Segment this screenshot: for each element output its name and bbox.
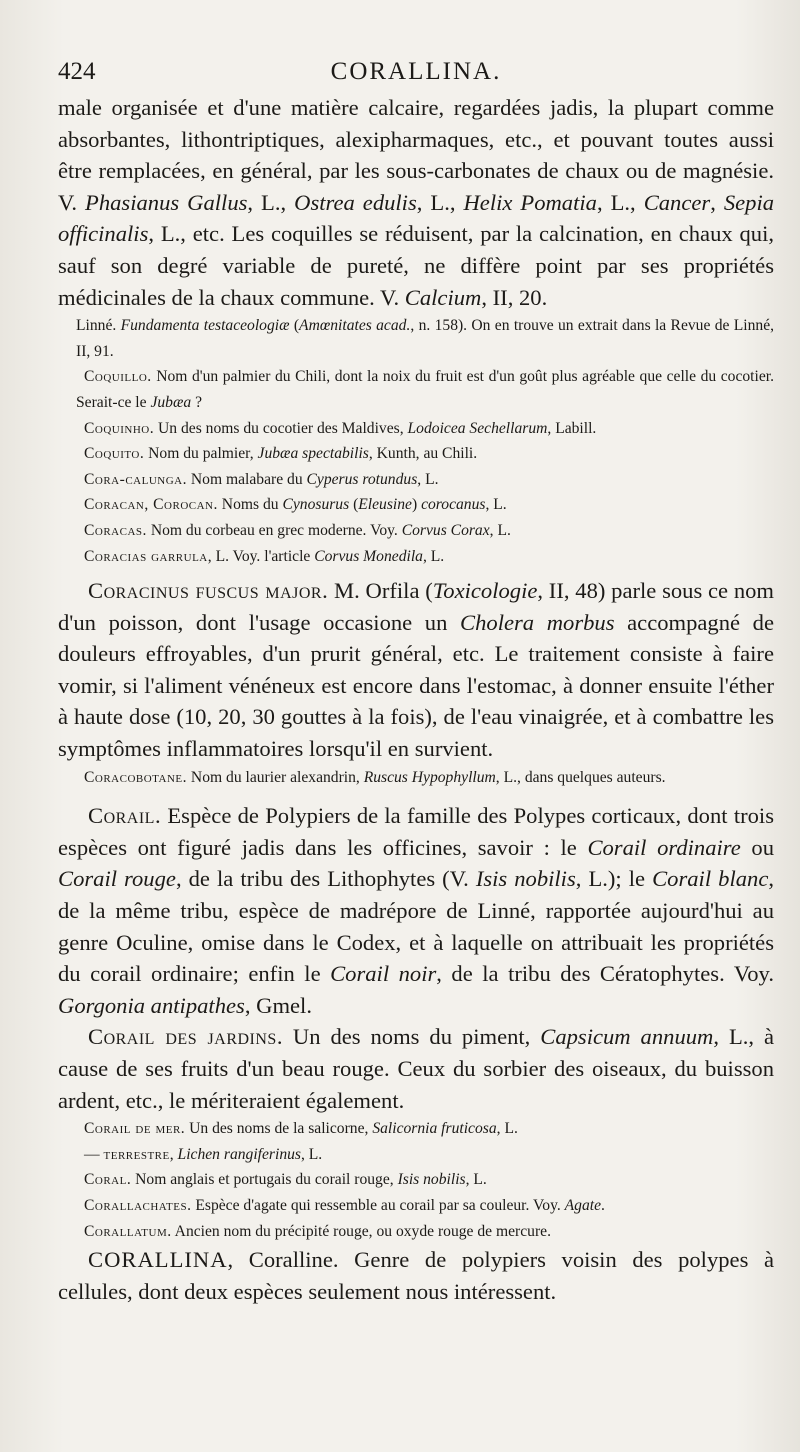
text-run: — <box>84 1145 104 1163</box>
text-run: , Gmel. <box>244 992 312 1018</box>
italic-term: Phasianus Gallus <box>85 189 248 215</box>
text-run: , de la tribu des Lithophytes (V. <box>175 866 476 892</box>
entry-linne <box>58 313 774 364</box>
italic-term: Capsicum annuum <box>540 1024 714 1050</box>
text-run: Nom anglais et portugais du corail rouge, <box>131 1171 398 1189</box>
text-run: , Labill. <box>547 419 597 437</box>
running-title: CORALLINA. <box>330 58 502 85</box>
text-run: Nom du palmier, <box>144 445 258 463</box>
headword: Coracinus fuscus major. <box>88 578 329 604</box>
entry-coquinho <box>58 416 774 442</box>
headword: Corail de mer. <box>84 1120 186 1138</box>
text-run: ( <box>349 496 359 514</box>
text-run: ou <box>740 834 774 860</box>
italic-term: corocanus <box>421 496 486 514</box>
italic-term: Salicornia fruticosa <box>372 1120 497 1138</box>
entry-coquito <box>58 441 774 467</box>
italic-term: Gorgonia antipathes <box>58 992 245 1018</box>
entry-corallina <box>58 1244 774 1307</box>
text-run: , L. <box>417 470 439 488</box>
text-run: Un des noms du piment, <box>282 1024 541 1050</box>
italic-term: Cyperus rotundus <box>306 470 418 488</box>
entry-corallachates <box>58 1193 774 1219</box>
headword: Coracobotane. <box>84 768 188 786</box>
text-run: Nom d'un palmier du Chili, dont la noix du fruit est d'un goût plus agréable que celle du cocotier. Serait-ce le <box>76 368 774 411</box>
italic-term: Agate <box>564 1196 602 1214</box>
italic-term: Fundamenta testaceologiæ <box>120 317 290 335</box>
text-run: , L. <box>422 547 445 565</box>
text-run: , L. <box>485 496 507 514</box>
headword: Coracias garrula <box>84 547 208 565</box>
headword: Coracan, Corocan. <box>84 496 218 514</box>
italic-term: Amœnitates acad. <box>299 317 411 335</box>
entry-coral <box>58 1167 774 1193</box>
entry-corallatum <box>58 1219 774 1245</box>
text-run: ) <box>411 496 422 514</box>
headword-caps: CORALLINA <box>88 1247 228 1273</box>
headword: Corallachates. <box>84 1196 192 1214</box>
italic-term: Isis nobilis <box>475 866 576 892</box>
text-run: , L., <box>596 189 644 215</box>
text-run: , n. 158). On en trouve un extrait dans la Revue de Linné, II, 91. <box>76 317 775 360</box>
text-run: Espèce d'agate qui ressemble au corail par sa couleur. Voy. <box>191 1196 565 1214</box>
running-head <box>58 50 774 92</box>
text-run: , <box>169 1145 178 1163</box>
headword: Corallatum. <box>84 1222 172 1240</box>
text-run: , L., etc. Les coquilles se réduisent, par la calcination, en chaux qui, sauf son degré variable de pureté, ne diffère point par ses propriétés médicinales de la chaux commune. V. <box>58 221 774 310</box>
headword: Corail des jardins. <box>88 1024 283 1050</box>
italic-term: Cynosurus <box>282 496 350 514</box>
italic-term: Corail blanc <box>652 866 769 892</box>
text-run: , II, 20. <box>481 284 548 310</box>
text-run: , L., <box>416 189 464 215</box>
headword: Coquinho. <box>84 419 155 437</box>
text-run: ? <box>191 393 203 411</box>
italic-term: Eleusine <box>358 496 412 514</box>
headword: terrestre <box>103 1145 170 1163</box>
headword: Coracas. <box>84 521 147 539</box>
text-run: , L., dans quelques auteurs. <box>495 768 666 786</box>
text-run: , L. <box>496 1120 518 1138</box>
italic-term: Corail noir <box>330 961 437 987</box>
headword: Corail. <box>88 803 162 829</box>
italic-term: Corail ordinaire <box>587 834 741 860</box>
italic-term: Cholera morbus <box>460 609 615 635</box>
headword: Cora-calunga. <box>84 470 187 488</box>
entry-coracias <box>58 544 774 570</box>
text-run: , <box>710 189 724 215</box>
italic-term: Ruscus Hypophyllum <box>363 768 496 786</box>
italic-term: Lodoicea Sechellarum <box>407 419 548 437</box>
italic-term: Sepia officinalis <box>58 189 775 247</box>
headword: Coquito. <box>84 445 145 463</box>
headword: Coral. <box>84 1171 132 1189</box>
italic-term: Cancer <box>643 189 711 215</box>
italic-term: Corail rouge <box>58 866 176 892</box>
italic-term: Corvus Monedila <box>314 547 423 565</box>
text-run: Espèce de Polypiers de la famille des Polypes corticaux, dont trois espèces ont figuré jadis dans les officines, savoir : le <box>58 803 774 860</box>
text-run: Nom du laurier alexandrin, <box>187 768 364 786</box>
text-run: , L. <box>465 1171 487 1189</box>
italic-term: Isis nobilis <box>397 1171 466 1189</box>
text-run: , Coralline. Genre de polypiers voisin des polypes à cellules, dont deux espèces seulement nous intéressent. <box>58 1247 774 1304</box>
text-run: Nom du corbeau en grec moderne. Voy. <box>146 521 402 539</box>
text-run: , L., <box>247 189 295 215</box>
text-run: , L. Voy. l'article <box>207 547 315 565</box>
entry-coracinus <box>58 575 774 765</box>
text-run: , L. <box>489 521 511 539</box>
entry-corail <box>58 800 774 1021</box>
entry-coracas <box>58 518 774 544</box>
entry-corail-des-jardins <box>58 1021 774 1116</box>
text-run: , Kunth, au Chili. <box>368 445 478 463</box>
text-run: Noms du <box>217 496 283 514</box>
text-run: Nom malabare du <box>187 470 307 488</box>
text-run: Linné. <box>76 317 121 335</box>
text-run: , L. <box>300 1145 323 1163</box>
entry-coracobotane <box>58 765 774 791</box>
text-run: , L.); le <box>575 866 653 892</box>
entry-corail-de-mer <box>58 1116 774 1142</box>
page-number: 424 <box>58 58 96 85</box>
text-run: , de la même tribu, espèce de madrépore de Linné, rapportée aujourd'hui au genre Oculine, omise dans le Codex, et à laquelle on attribuait les propriétés du corail ordinaire; enfin le <box>58 866 774 987</box>
italic-term: Toxicologie <box>432 578 538 604</box>
text-run: male organisée et d'une matière calcaire, regardées jadis, la plupart comme absorbantes, lithontriptiques, alexipharmaques, etc., et pouvant toutes aussi être remplacées, en général, par les sous-carbonates de chaux ou de magnésie. V. <box>58 95 774 215</box>
entry-coquillo <box>58 364 774 415</box>
entry-terrestre <box>58 1142 774 1168</box>
text-run: Ancien nom du précipité rouge, ou oxyde rouge de mercure. <box>171 1222 551 1240</box>
italic-term: Corvus Corax <box>401 521 490 539</box>
text-run: . <box>601 1196 605 1214</box>
entry-coracan <box>58 492 774 518</box>
italic-term: Jubæa <box>150 393 192 411</box>
text-run: , L., à cause de ses fruits d'un beau rouge. Ceux du sorbier des oiseaux, du buisson ardent, etc., le mériteraient également. <box>58 1024 774 1113</box>
italic-term: Helix Pomatia <box>463 189 597 215</box>
italic-term: Ostrea edulis <box>294 189 417 215</box>
italic-term: Jubæa spectabilis <box>257 445 369 463</box>
italic-term: Calcium <box>404 284 482 310</box>
text-run: ( <box>289 317 300 335</box>
italic-term: Lichen rangiferinus <box>177 1145 301 1163</box>
text-run: accompagné de douleurs effroyables, d'un prurit général, etc. Le traitement consiste à faire vomir, si l'aliment vénéneux est encore dans l'estomac, à donner ensuite l'éther à haute dose (10, 20, 30 gouttes à la fois), de l'eau vinaigrée, et à combattre les symptômes inflammatoires lorsqu'il en survient. <box>58 609 774 762</box>
headword: Coquillo. <box>84 368 152 386</box>
text-run: Un des noms de la salicorne, <box>185 1120 373 1138</box>
entry-calc <box>58 92 774 313</box>
text-run: , de la tribu des Cératophytes. Voy. <box>436 961 774 987</box>
text-run: , II, 48) parle sous ce nom d'un poisson, dont l'usage occasione un <box>58 578 775 635</box>
text-run: M. Orfila ( <box>328 578 433 604</box>
text-run: Un des noms du cocotier des Maldives, <box>154 419 408 437</box>
entry-cora-calunga <box>58 467 774 493</box>
